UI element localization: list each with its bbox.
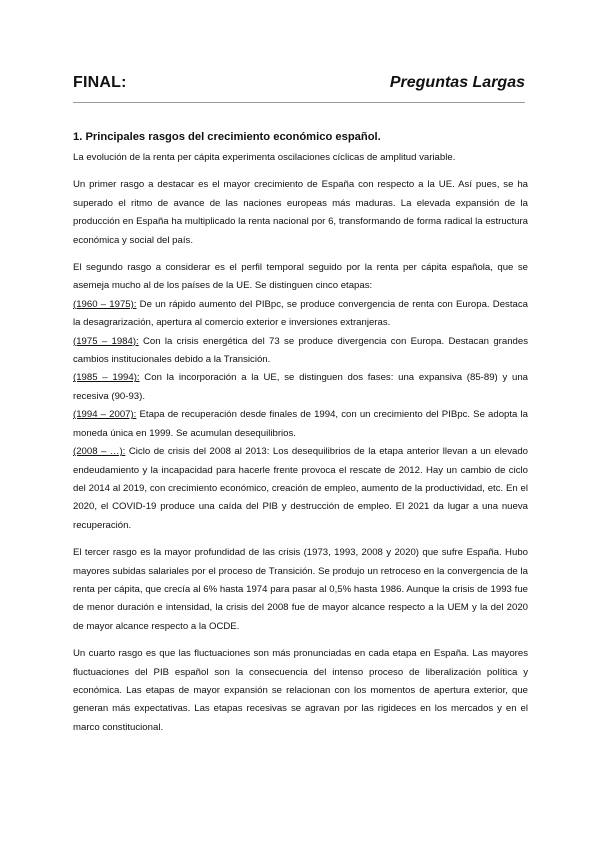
page-header bbox=[73, 74, 525, 96]
header-divider bbox=[73, 102, 525, 103]
stage-item bbox=[73, 296, 528, 333]
stage-item bbox=[73, 406, 528, 443]
stage-label: (2008 – …): bbox=[73, 446, 126, 458]
header-section-label: Preguntas Largas bbox=[389, 74, 525, 91]
stage-text: Con la crisis energética del 73 se produce divergencia con Europa. Destacan grandes cambios institucionales debido a la Transición. bbox=[73, 335, 528, 366]
paragraph-fourth-trait: Un cuarto rasgo es que las fluctuaciones son más pronunciadas en cada etapa en España. Las mayores fluctuaciones del PIB español son la consecuencia del intenso proceso de liberalización política y económica. Las etapas de mayor expansión se relacionan con los momentos de apertura exterior, que generan más expectativas. Las etapas recesivas se agravan por las rigideces en los mercados y en el marco constitucional. bbox=[73, 648, 528, 733]
stage-label: (1975 – 1984): bbox=[73, 335, 139, 347]
stage-text: De un rápido aumento del PIBpc, se produce convergencia de renta con Europa. Destaca la desagrarización, apertura al comercio exterior e inversiones extranjeras. bbox=[73, 298, 528, 329]
stage-item bbox=[73, 333, 528, 370]
stage-item bbox=[73, 443, 528, 535]
intro-paragraph: La evolución de la renta per cápita experimenta oscilaciones cíclicas de amplitud variable. bbox=[73, 152, 456, 163]
document-body bbox=[73, 129, 528, 746]
second-trait-intro: El segundo rasgo a considerar es el perfil temporal seguido por la renta per cápita española, que se asemeja mucho al de los países de la UE. Se distinguen cinco etapas: bbox=[73, 262, 528, 292]
section-title: 1. Principales rasgos del crecimiento económico español. bbox=[73, 131, 381, 143]
stage-text: Con la incorporación a la UE, se distinguen dos fases: una expansiva (85-89) y una recesiva (90-93). bbox=[73, 372, 529, 402]
paragraph-third-trait: El tercer rasgo es la mayor profundidad de las crisis (1973, 1993, 2008 y 2020) que sufre España. Hubo mayores subidas salariales por el proceso de Transición. Se produjo un retroceso en la convergencia de la renta per cápita, que crecía al 6% hasta 1974 para pasar al 0,5% hasta 1986. Aunque la crisis de 1993 fue de menor duración e intensidad, la crisis del 2008 fue de mayor alcance respecto a la UEM y la del 2020 de mayor alcance respecto a la OCDE. bbox=[73, 547, 528, 632]
stage-label: (1985 – 1994): bbox=[73, 372, 140, 384]
paragraph-first-trait: Un primer rasgo a destacar es el mayor crecimiento de España con respecto a la UE. Así pues, se ha superado el ritmo de avance de las naciones europeas más maduras. La elevada expansión de la producción en España ha multiplicado la renta nacional por 6, transformando de forma radical la estructura económica y social del país. bbox=[73, 179, 528, 246]
stage-item bbox=[73, 369, 528, 406]
stage-label: (1960 – 1975): bbox=[73, 298, 137, 310]
header-final-label: FINAL: bbox=[73, 74, 127, 91]
stage-label: (1994 – 2007): bbox=[73, 409, 137, 421]
stage-text: Ciclo de crisis del 2008 al 2013: Los desequilibrios de la etapa anterior llevan a un elevado endeudamiento y la incapacidad para hacerle frente provoca el rescate de 2012. Hay un cambio de ciclo del 2014 al 2019, con crecimiento económico, creación de empleo, aumento de la productividad, etc. En el 2020, el COVID-19 produce una caída del PIB y destrucción de empleo. El 2021 da lugar a una nueva recuperación. bbox=[73, 446, 528, 531]
stage-text: Etapa de recuperación desde finales de 1994, con un crecimiento del PIBpc. Se adopta la moneda única en 1999. Se acumulan desequilibrios. bbox=[73, 409, 528, 439]
paragraph-second-trait bbox=[73, 259, 528, 535]
